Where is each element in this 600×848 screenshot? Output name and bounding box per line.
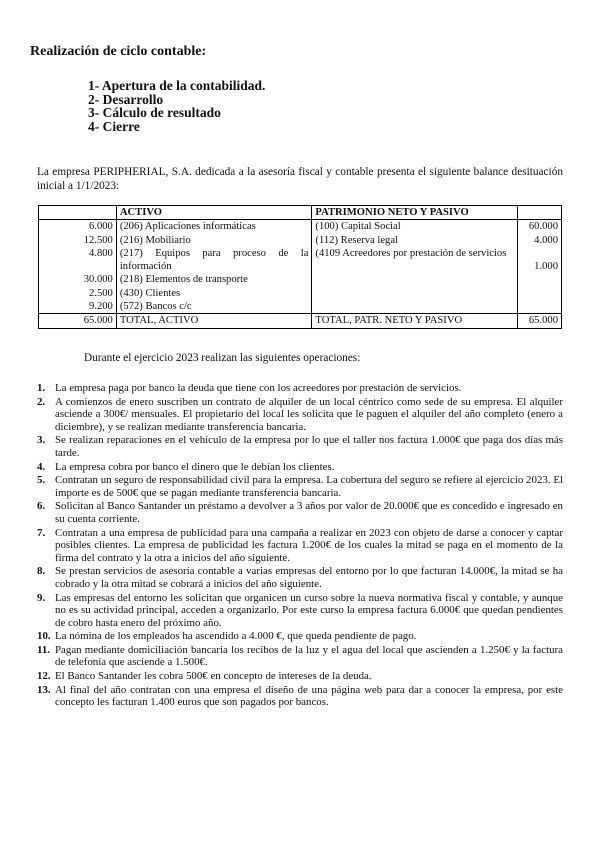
- operation-item: [37, 527, 563, 565]
- activo-amount-spacer: [42, 260, 113, 273]
- intro-paragraph: La empresa PERIPHERIAL, S.A. dedicada a la asesoría fiscal y contable presenta el siguiente balance desituación inicial a 1/1/2023:: [37, 166, 563, 192]
- activo-amount: 2.500: [89, 287, 113, 299]
- operation-number: 10.: [37, 630, 51, 643]
- operation-text: Pagan mediante domiciliación bancaria los recibos de la luz y el agua del local que ascienden a 1.250€ y la factura de telefonía que asciende a 1.500€.: [55, 643, 563, 669]
- operation-text: Contratan a una empresa de publicidad para una campaña a realizar en 2023 con objeto de darse a conocer y captar posibles clientes. La empresa de publicidad les factura 1.200€ de los cuales la mitad se paga en el momento de la firma del contrato y la otra a inicios del año siguiente.: [55, 526, 563, 564]
- operation-number: 6.: [37, 500, 46, 513]
- operation-item: [37, 565, 563, 590]
- pasivo-amount: 4.000: [534, 234, 558, 246]
- total-activo-label: TOTAL, ACTIVO: [116, 314, 312, 328]
- activo-item: (430) Clientes: [119, 287, 181, 299]
- operation-item: [37, 396, 563, 434]
- operation-item: [37, 644, 563, 669]
- operation-text: Las empresas del entorno les solicitan que organicen un curso sobre la nueva normativa fiscal y contable, y aunque no es su actividad principal, acceden a organizarlo. Por este curso la empresa factura 6.000€ que quedan pendientes de cobro hasta enero del próximo año.: [55, 591, 563, 629]
- total-pasivo-amount: 65.000: [518, 314, 562, 328]
- pasivo-header: PATRIMONIO NETO Y PASIVO: [312, 206, 518, 220]
- pasivo-items-cell: [312, 220, 518, 314]
- operation-number: 4.: [37, 460, 46, 473]
- activo-item: (206) Aplicaciones informáticas: [119, 221, 256, 233]
- activo-item: (217) Equipos para proceso de la información: [119, 247, 309, 273]
- operation-number: 2.: [37, 395, 46, 408]
- operations-intro: Durante el ejercicio 2023 realizan las siguientes operaciones:: [84, 352, 361, 364]
- document-title: Realización de ciclo contable:: [30, 44, 207, 59]
- activo-amounts-cell: [39, 220, 117, 314]
- operation-number: 11.: [37, 643, 51, 656]
- operation-number: 8.: [37, 565, 46, 578]
- total-activo-amount: 65.000: [39, 314, 117, 328]
- operation-number: 3.: [37, 434, 46, 447]
- operation-text: La empresa cobra por banco el dinero que le debían los clientes.: [55, 460, 335, 473]
- pasivo-amount-spacer: [521, 247, 558, 260]
- operation-item: [37, 684, 563, 709]
- activo-items-cell: [116, 220, 312, 314]
- balance-total-row: [39, 314, 562, 328]
- operation-text: Solicitan al Banco Santander un préstamo a devolver a 3 años por valor de 20.000€ que es concedido e ingresado en su cuenta corriente.: [55, 500, 563, 525]
- operation-number: 13.: [37, 683, 51, 696]
- operation-text: Al final del año contratan con una empresa el diseño de una página web para dar a conocer la empresa, por este concepto les facturan 1.400 euros que son pagados por bancos.: [55, 683, 563, 709]
- operation-text: Se prestan servicios de asesoría contable a varias empresas del entorno por lo que facturan 14.000€, la mitad se ha cobrado y la otra mitad se cobrará a inicios del año siguiente.: [55, 565, 563, 590]
- pasivo-amount: 1.000: [534, 261, 558, 273]
- activo-amount: 9.200: [89, 301, 113, 313]
- balance-header-row: [39, 206, 562, 220]
- operation-item: [37, 461, 563, 474]
- operation-item: [37, 500, 563, 525]
- activo-item: (572) Bancos c/c: [119, 301, 192, 313]
- operation-text: La empresa paga por banco la deuda que tiene con los acreedores por prestación de servicios.: [55, 382, 462, 394]
- pasivo-item: (100) Capital Social: [315, 221, 401, 233]
- activo-item: (218) Elementos de transporte: [119, 274, 248, 286]
- operation-item: [37, 382, 563, 395]
- operation-item: [37, 474, 563, 499]
- operation-item: [37, 434, 563, 459]
- balance-header-empty: [518, 206, 562, 220]
- cycle-steps-list: [88, 79, 265, 133]
- pasivo-amount: 60.000: [528, 221, 558, 233]
- operation-text: Contratan un seguro de responsabilidad civil para la empresa. La cobertura del seguro se refiere al ejercicio 2023. El importe es de 500€ que se pagan mediante transferencia bancaria.: [55, 474, 563, 499]
- activo-header: ACTIVO: [116, 206, 312, 220]
- operations-list: [37, 382, 563, 710]
- operation-item: [37, 670, 563, 683]
- cycle-step: 2- Desarrollo: [88, 91, 164, 107]
- operation-text: A comienzos de enero suscriben un contrato de alquiler de un local céntrico como sede de su empresa. El alquiler asciende a 300€/ mensuales. El propietario del local les solicita que le paguen el alquiler del año completo (enero a diciembre), y se realizan mediante transferencia bancaria.: [55, 395, 563, 433]
- operation-item: [37, 592, 563, 630]
- operation-number: 9.: [37, 591, 46, 604]
- operation-text: El Banco Santander les cobra 500€ en concepto de intereses de la deuda.: [55, 670, 372, 683]
- activo-amount: 4.800: [89, 247, 113, 259]
- balance-body-row: [39, 220, 562, 314]
- operation-number: 7.: [37, 526, 46, 539]
- pasivo-item: (112) Reserva legal: [315, 234, 398, 246]
- activo-amount: 30.000: [83, 274, 113, 286]
- operation-text: La nómina de los empleados ha ascendido a 4.000 €, que queda pendiente de pago.: [55, 630, 417, 643]
- balance-table: [38, 205, 562, 329]
- activo-amount: 6.000: [89, 221, 113, 233]
- balance-header-empty: [39, 206, 117, 220]
- cycle-step: 4- Cierre: [88, 118, 140, 134]
- cycle-step: 1- Apertura de la contabilidad.: [88, 78, 266, 93]
- operation-number: 1.: [37, 382, 46, 394]
- pasivo-item: (4109 Acreedores por prestación de servicios: [315, 247, 507, 259]
- operation-text: Se realizan reparaciones en el vehículo de la empresa por lo que el taller nos factura 1.000€ que paga dos días más tarde.: [55, 434, 563, 459]
- cycle-step: 3- Cálculo de resultado: [88, 105, 221, 120]
- operation-number: 5.: [37, 474, 46, 487]
- pasivo-amounts-cell: [518, 220, 562, 314]
- activo-item: (216) Mobiliario: [119, 234, 191, 246]
- operation-item: [37, 630, 563, 643]
- total-pasivo-label: TOTAL, PATR. NETO Y PASIVO: [312, 314, 518, 328]
- operation-number: 12.: [37, 670, 51, 683]
- activo-amount: 12.500: [83, 234, 113, 246]
